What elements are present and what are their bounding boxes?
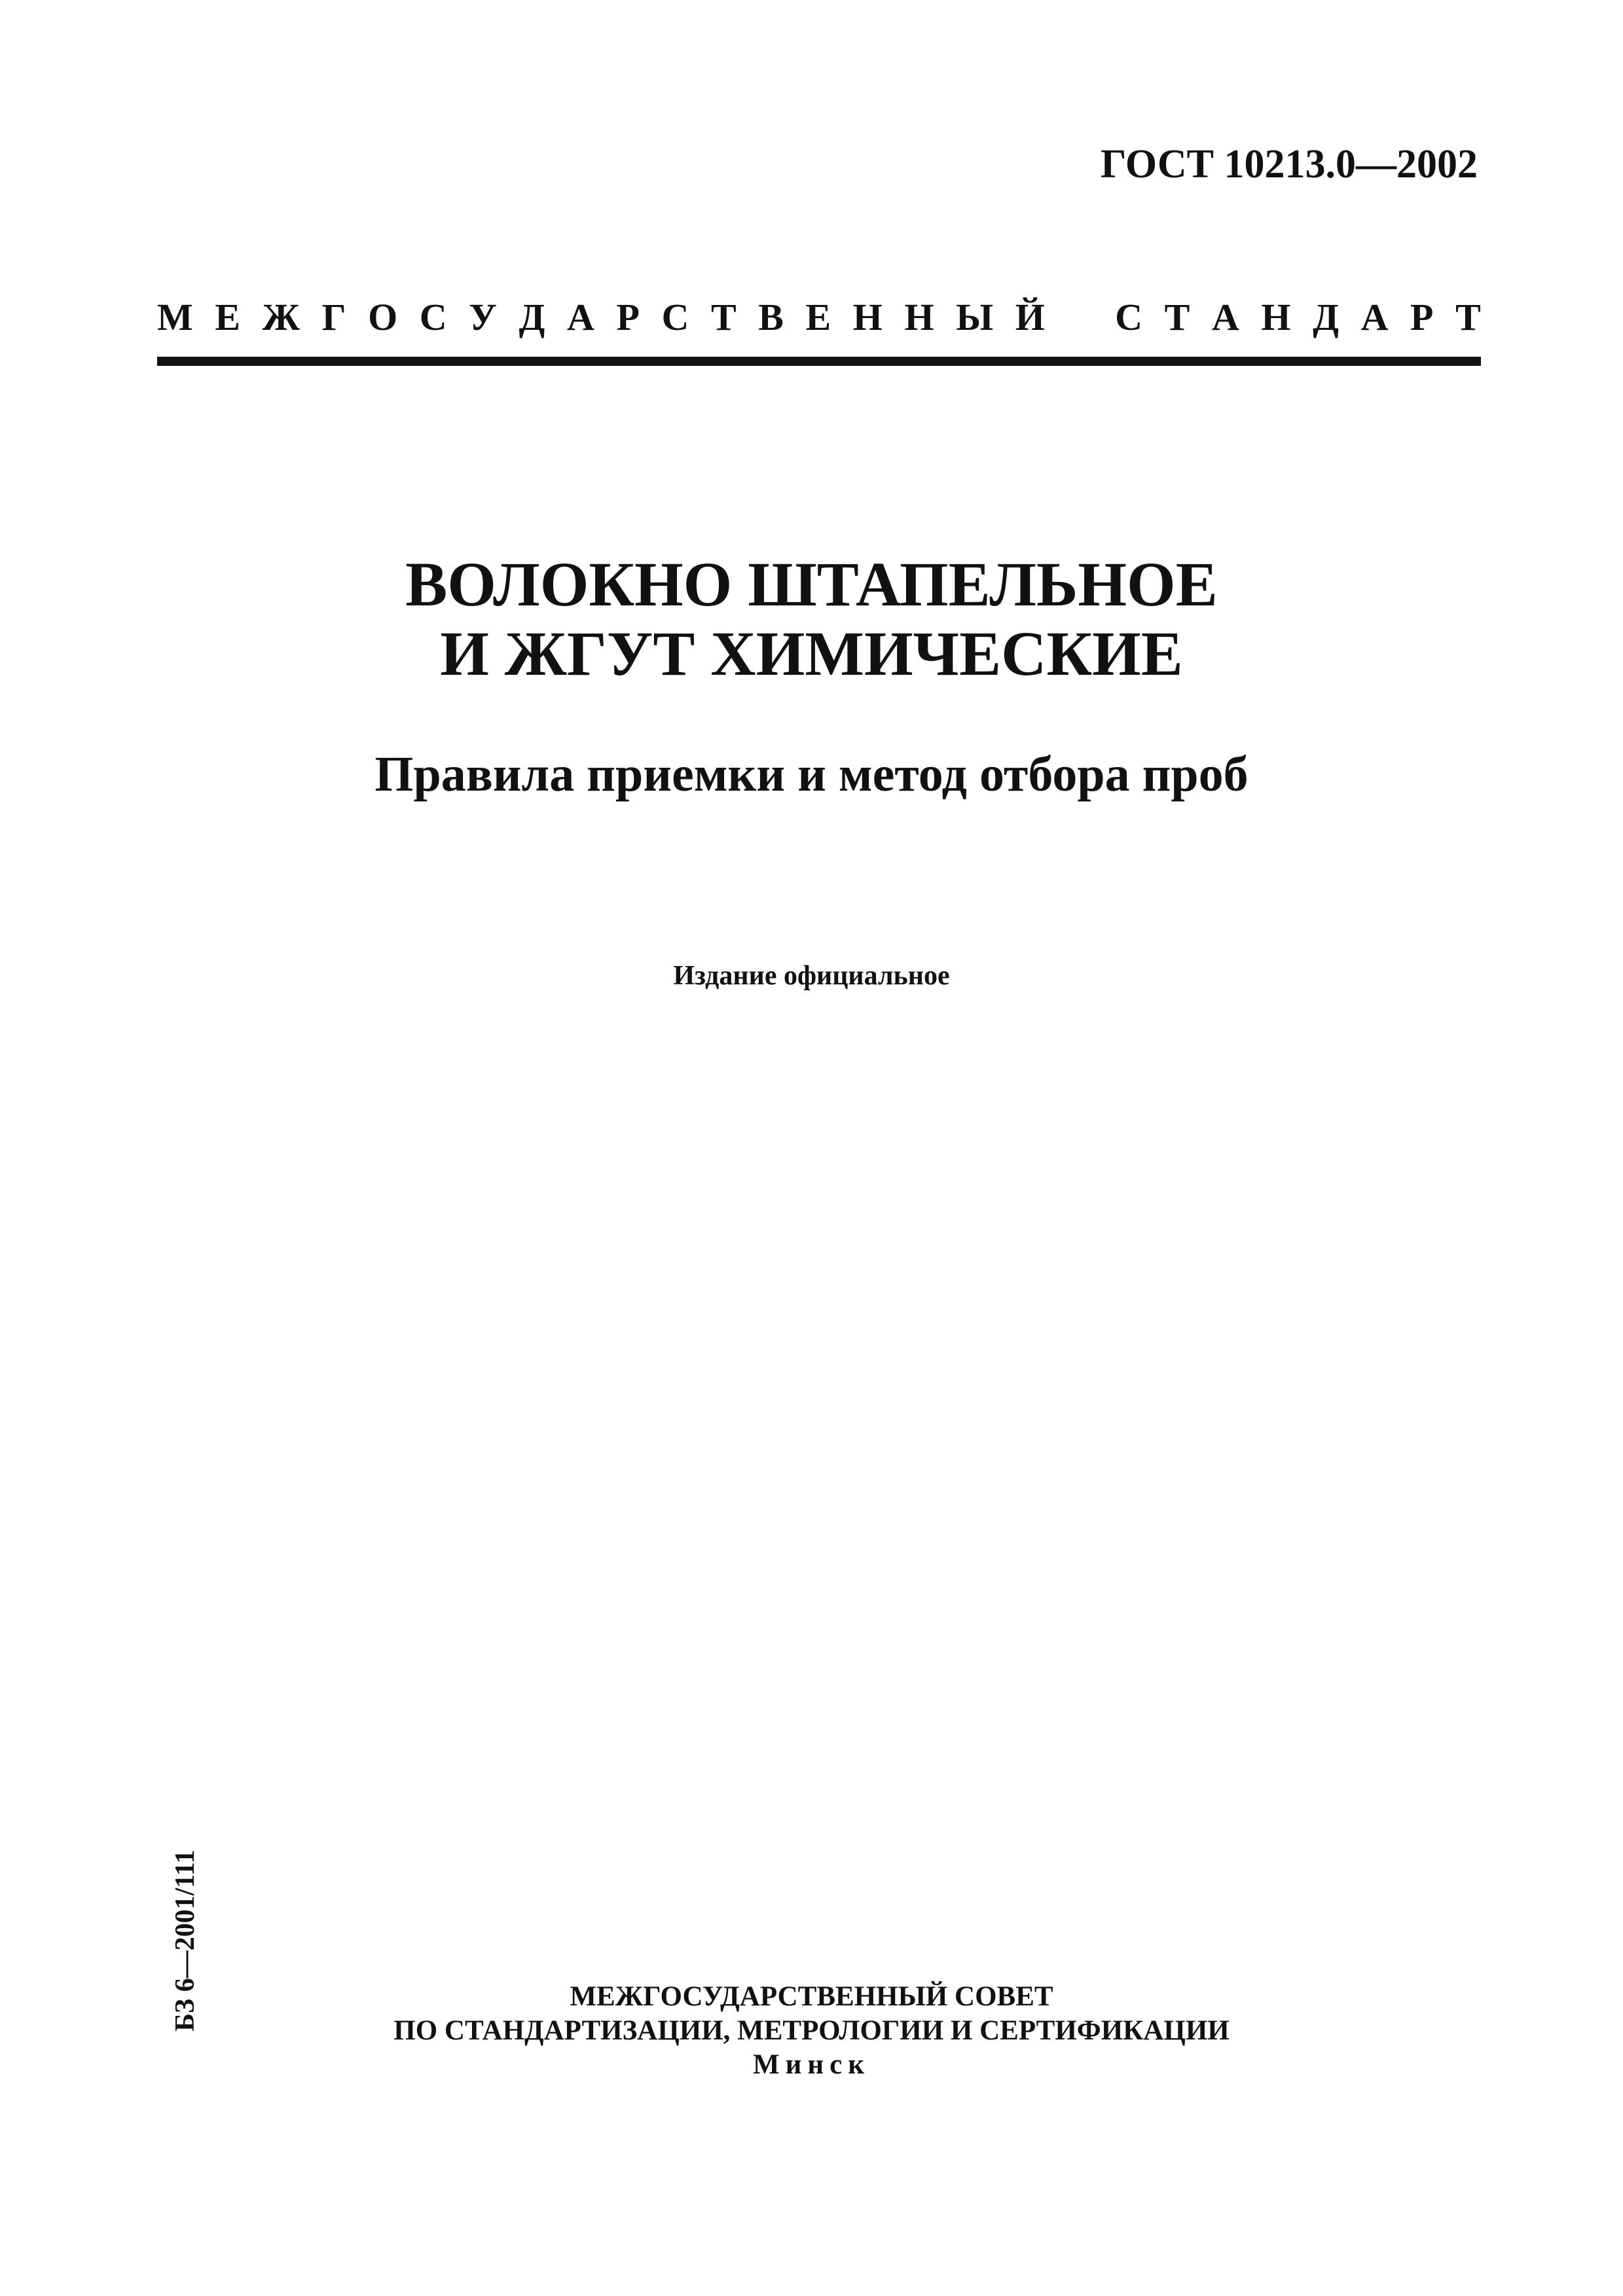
title-line-2: И ЖГУТ ХИМИЧЕСКИЕ xyxy=(440,619,1183,689)
document-subtitle: Правила приемки и метод отбора проб xyxy=(374,747,1249,802)
banner-letter: Н xyxy=(1261,296,1291,338)
banner-letter: Е xyxy=(215,296,241,338)
publisher-block xyxy=(0,1980,1623,2082)
publisher-city: Минск xyxy=(753,2049,870,2080)
banner-letter: Т xyxy=(1164,296,1190,338)
banner-letter: С xyxy=(661,296,689,338)
banner-letter: Н xyxy=(904,296,934,338)
banner-letter: А xyxy=(566,296,594,338)
banner-letter: В xyxy=(758,296,784,338)
banner-letter: Г xyxy=(321,296,346,338)
edition-label: Издание официальное xyxy=(673,961,950,991)
banner-letter: Д xyxy=(1313,296,1339,338)
title-line-1: ВОЛОКНО ШТАПЕЛЬНОЕ xyxy=(405,549,1218,619)
document-title xyxy=(0,550,1623,689)
banner-letter: Н xyxy=(852,296,883,338)
banner-letter: Т xyxy=(710,296,737,338)
banner-letter: Т xyxy=(1455,296,1481,338)
standard-type-banner xyxy=(157,295,1481,340)
banner-letter: С xyxy=(419,296,447,338)
banner-letter: О xyxy=(368,296,398,338)
standard-designation: ГОСТ 10213.0—2002 xyxy=(1100,142,1478,187)
publisher-line-2: ПО СТАНДАРТИЗАЦИИ, МЕТРОЛОГИИ И СЕРТИФИКАЦИИ xyxy=(393,2015,1230,2046)
side-catalog-code: БЗ 6—2001/111 xyxy=(170,1850,200,2032)
banner-letter: С xyxy=(1115,296,1142,338)
banner-letter: А xyxy=(1211,296,1239,338)
banner-letter: М xyxy=(157,296,193,338)
banner-letter: Д xyxy=(519,296,545,338)
banner-letter: Ж xyxy=(262,296,300,338)
banner-letter: Й xyxy=(1015,296,1045,338)
banner-letter: Ы xyxy=(956,296,994,338)
header-rule xyxy=(157,357,1481,366)
banner-letter: У xyxy=(469,296,497,338)
banner-letter: А xyxy=(1360,296,1389,338)
publisher-line-1: МЕЖГОСУДАРСТВЕННЫЙ СОВЕТ xyxy=(570,1981,1053,2012)
banner-letter: Е xyxy=(805,296,831,338)
banner-letter: Р xyxy=(1410,296,1434,338)
banner-letter: Р xyxy=(616,296,640,338)
